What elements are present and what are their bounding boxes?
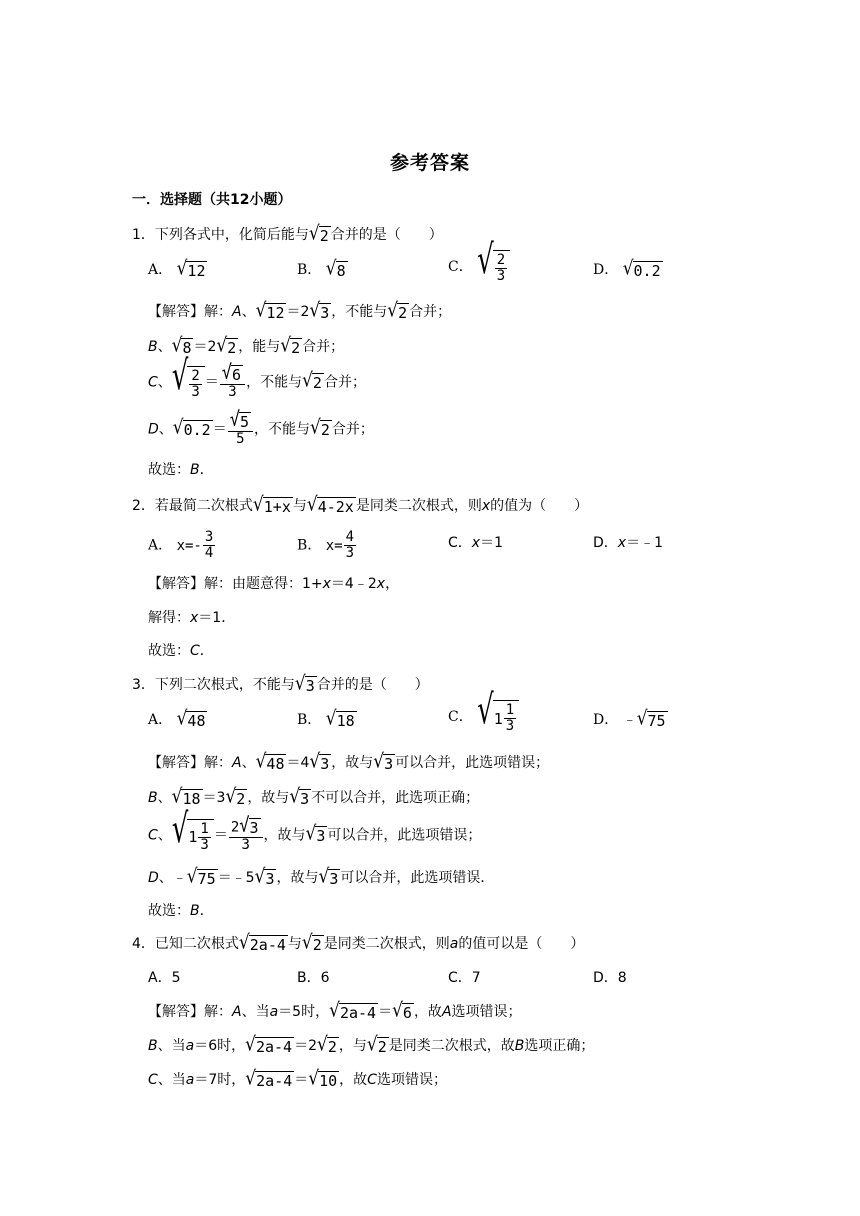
q1-option-d: D． √ 0.2 — [593, 256, 661, 280]
q4-solution-line-1: 【解答】解：A、当a＝5时， √ 2a-4 ＝ √ 6 ，故A选项错误； — [148, 998, 522, 1022]
q3-answer: 故选：B． — [148, 903, 214, 919]
q1-solution-line-1: 【解答】解：A、 √ 12 ＝2 √ 3 ，不能与 √ 2 合并； — [148, 298, 452, 322]
question-1-stem — [132, 221, 443, 245]
q3-option-c: C． √ 1 $\frac{1}{3}$ — [448, 700, 519, 734]
q1-solution-line-2: B、 √ 8 ＝2 √ 2 ，能与 √ 2 合并； — [148, 333, 345, 357]
q2-option-d: D．x＝﹣1 — [593, 535, 663, 551]
section-title: 一．选择题（共12小题） — [132, 192, 292, 208]
q4-option-b: B．6 — [297, 970, 330, 986]
q2-option-c: C．x＝1 — [448, 535, 503, 551]
q1-sqrt2: √ 2 — [308, 221, 329, 245]
q2-option-a: A． x=- $\frac{3}{4}$ — [148, 529, 214, 561]
q4-option-d: D．8 — [593, 970, 627, 986]
q4-option-c: C．7 — [448, 970, 481, 986]
q1-option-b: B． √ 8 — [297, 256, 346, 280]
q3-option-b: B． √ 18 — [297, 706, 355, 730]
q1-stem-b: 合并的是（ ） — [330, 227, 443, 243]
q3-option-d: D． ﹣ √ 75 — [593, 706, 666, 730]
q4-solution-line-3: C、当a＝7时， √ 2a-4 ＝ √ 10 ，故C选项错误； — [148, 1066, 447, 1090]
q1-solution-line-3: C、 √ $\frac{2}{3}$ ＝ √ 6 3 ，不能与 √ 2 合并； — [148, 353, 366, 400]
question-4-stem: 4．已知二次根式 √ 2a-4 与 √ 2 是同类二次根式，则a的值可以是（ ） — [132, 930, 585, 954]
q2-solution-line-2: 解得：x＝1． — [148, 610, 236, 626]
q2-solution-line-1: 【解答】解：由题意得：1+x＝4﹣2x， — [148, 576, 400, 592]
q1-stem-a: 1．下列各式中，化简后能与 — [132, 227, 309, 243]
q4-solution-line-2: B、当a＝6时， √ 2a-4 ＝2 √ 2 ，与 √ 2 是同类二次根式，故B选项正确； — [148, 1032, 595, 1056]
q1-option-a: A． √ 12 — [148, 256, 206, 280]
q3-solution-line-3: C、 √ 1 $\frac{1}{3}$ ＝ 2 √ 3 3 ，故与 √ 3 可以合并，此选项错误； — [148, 806, 482, 853]
q1-option-c: C． √ $\frac{2}{3}$ — [448, 250, 510, 284]
q1-answer: 故选：B． — [148, 462, 214, 478]
q2-answer: 故选：C． — [148, 643, 214, 659]
question-3-stem: 3．下列二次根式，不能与 √ 3 合并的是（ ） — [132, 671, 429, 695]
question-2-stem: 2．若最简二次根式 √ 1+x 与 √ 4-2x 是同类二次根式，则x的值为（ ） — [132, 492, 589, 516]
q3-solution-line-2: B、 √ 18 ＝3 √ 2 ，故与 √ 3 不可以合并，此选项正确； — [148, 784, 480, 808]
page-title: 参考答案 — [389, 152, 470, 174]
q4-option-a: A．5 — [148, 970, 181, 986]
q3-solution-line-1: 【解答】解：A、 √ 48 ＝4 √ 3 ，故与 √ 3 可以合并，此选项错误； — [148, 749, 550, 773]
q3-option-a: A． √ 48 — [148, 706, 206, 730]
q3-solution-line-4: D、﹣ √ 75 ＝﹣5 √ 3 ，故与 √ 3 可以合并，此选项错误． — [148, 864, 495, 888]
q2-option-b: B． x= $\frac{4}{3}$ — [297, 529, 355, 561]
q1-solution-line-4: D、 √ 0.2 ＝ √ 5 5 ，不能与 √ 2 合并； — [148, 408, 374, 447]
